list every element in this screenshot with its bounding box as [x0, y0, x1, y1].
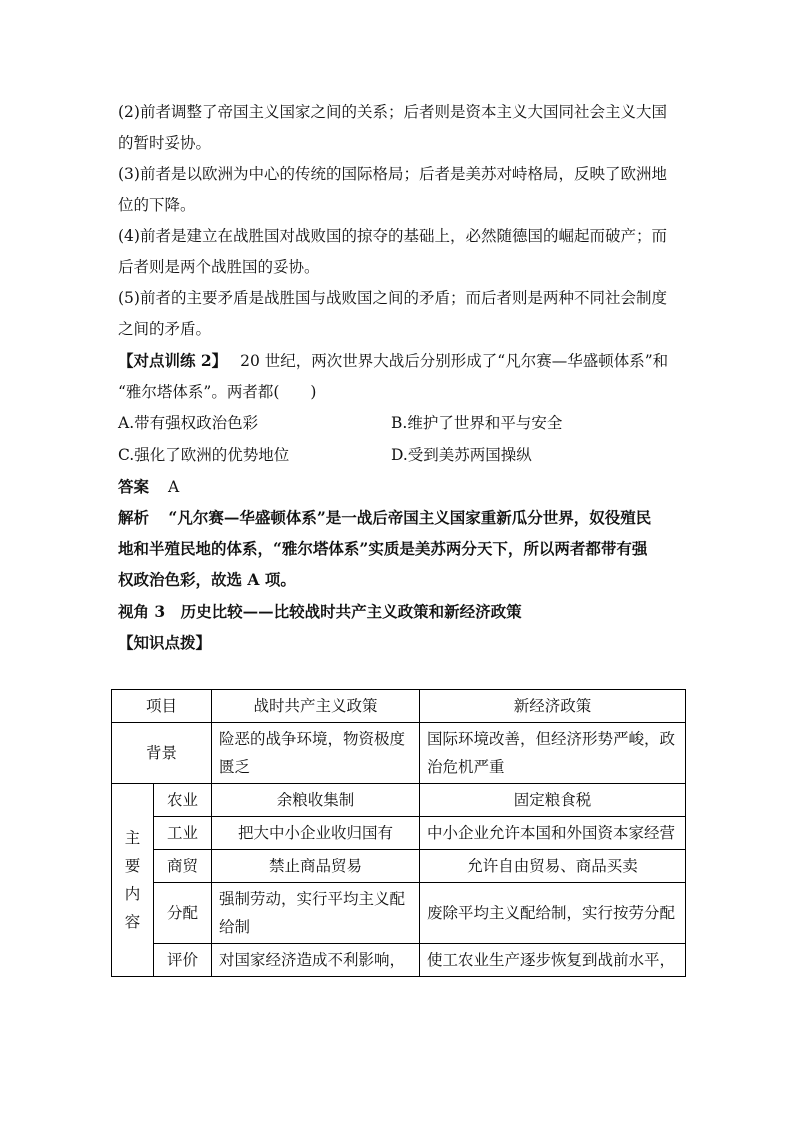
- row-label-background: 背景: [112, 723, 212, 784]
- option-d: D.受到美苏两国操纵: [391, 446, 532, 464]
- row-label-trade: 商贸: [154, 850, 212, 883]
- background-war-communism: 险恶的战争环境，物资极度匮乏: [212, 723, 420, 784]
- evaluation-nep: 使工农业生产逐步恢复到战前水平，: [420, 944, 686, 977]
- point-5-line-1: (5)前者的主要矛盾是战胜国与战败国之间的矛盾；而后者则是两种不同社会制度: [118, 289, 667, 307]
- option-c: C.强化了欧洲的优势地位: [118, 446, 290, 464]
- header-nep: 新经济政策: [420, 690, 686, 723]
- exercise-stem-line-1: [118, 351, 668, 371]
- exercise-stem-line-2: “雅尔塔体系”。两者都( ): [118, 383, 317, 401]
- agriculture-nep: 固定粮食税: [420, 784, 686, 817]
- header-war-communism: 战时共产主义政策: [212, 690, 420, 723]
- table-row-evaluation: [112, 944, 686, 977]
- table-row-agriculture: [112, 784, 686, 817]
- main-label-char-2: 要: [124, 857, 141, 875]
- table-row-distribution: [112, 883, 686, 944]
- point-4-line-2: 后者则是两个战胜国的妥协。: [118, 258, 320, 276]
- row-label-distribution: 分配: [154, 883, 212, 944]
- exercise-tag: 【对点训练 2】: [118, 351, 228, 370]
- main-label-char-4: 容: [124, 913, 141, 931]
- main-label-char-3: 内: [124, 885, 141, 903]
- analysis-line-3: 权政治色彩，故选 A 项。: [118, 570, 296, 589]
- option-a: A.带有强权政治色彩: [118, 414, 259, 432]
- option-b: B.维护了世界和平与安全: [391, 414, 563, 432]
- exercise-stem-text: 20 世纪，两次世界大战后分别形成了“凡尔赛—华盛顿体系”和: [240, 352, 669, 370]
- point-2-line-2: 的暂时妥协。: [118, 134, 212, 152]
- point-4-line-1: (4)前者是建立在战胜国对战败国的掠夺的基础上，必然随德国的崛起而破产；而: [118, 227, 667, 245]
- main-label-char-1: 主: [124, 829, 141, 847]
- distribution-war-communism: 强制劳动，实行平均主义配给制: [212, 883, 420, 944]
- row-label-industry: 工业: [154, 817, 212, 850]
- point-3-line-2: 位的下降。: [118, 196, 196, 214]
- header-item: 项目: [112, 690, 212, 723]
- analysis-label: 解析: [118, 508, 150, 527]
- row-label-evaluation: 评价: [154, 944, 212, 977]
- answer-value: A: [167, 478, 180, 496]
- industry-nep: 中小企业允许本国和外国资本家经营: [420, 817, 686, 850]
- agriculture-war-communism: 余粮收集制: [212, 784, 420, 817]
- analysis-line-1: [118, 508, 651, 528]
- answer-label: 答案: [118, 477, 150, 496]
- analysis-text-1: “凡尔赛—华盛顿体系”是一战后帝国主义国家重新瓜分世界，奴役殖民: [168, 508, 652, 527]
- section-title: 视角 3 历史比较——比较战时共产主义政策和新经济政策: [118, 602, 522, 621]
- evaluation-war-communism: 对国家经济造成不利影响，: [212, 944, 420, 977]
- section-subtitle: 【知识点拨】: [118, 633, 212, 652]
- trade-nep: 允许自由贸易、商品买卖: [420, 850, 686, 883]
- trade-war-communism: 禁止商品贸易: [212, 850, 420, 883]
- row-label-agriculture: 农业: [154, 784, 212, 817]
- point-3-line-1: (3)前者是以欧洲为中心的传统的国际格局；后者是美苏对峙格局，反映了欧洲地: [118, 165, 667, 183]
- table-row-trade: [112, 850, 686, 883]
- main-content-label: [112, 784, 154, 977]
- industry-war-communism: 把大中小企业收归国有: [212, 817, 420, 850]
- analysis-line-2: 地和半殖民地的体系，“雅尔塔体系”实质是美苏两分天下，所以两者都带有强: [118, 539, 648, 558]
- table-row-background: [112, 723, 686, 784]
- distribution-nep: 废除平均主义配给制，实行按劳分配: [420, 883, 686, 944]
- answer-line: [118, 477, 179, 497]
- table-header-row: [112, 690, 686, 723]
- point-2-line-1: (2)前者调整了帝国主义国家之间的关系；后者则是资本主义大国同社会主义大国: [118, 103, 667, 121]
- background-nep: 国际环境改善，但经济形势严峻，政治危机严重: [420, 723, 686, 784]
- table-row-industry: [112, 817, 686, 850]
- point-5-line-2: 之间的矛盾。: [118, 320, 212, 338]
- comparison-table: [111, 689, 686, 977]
